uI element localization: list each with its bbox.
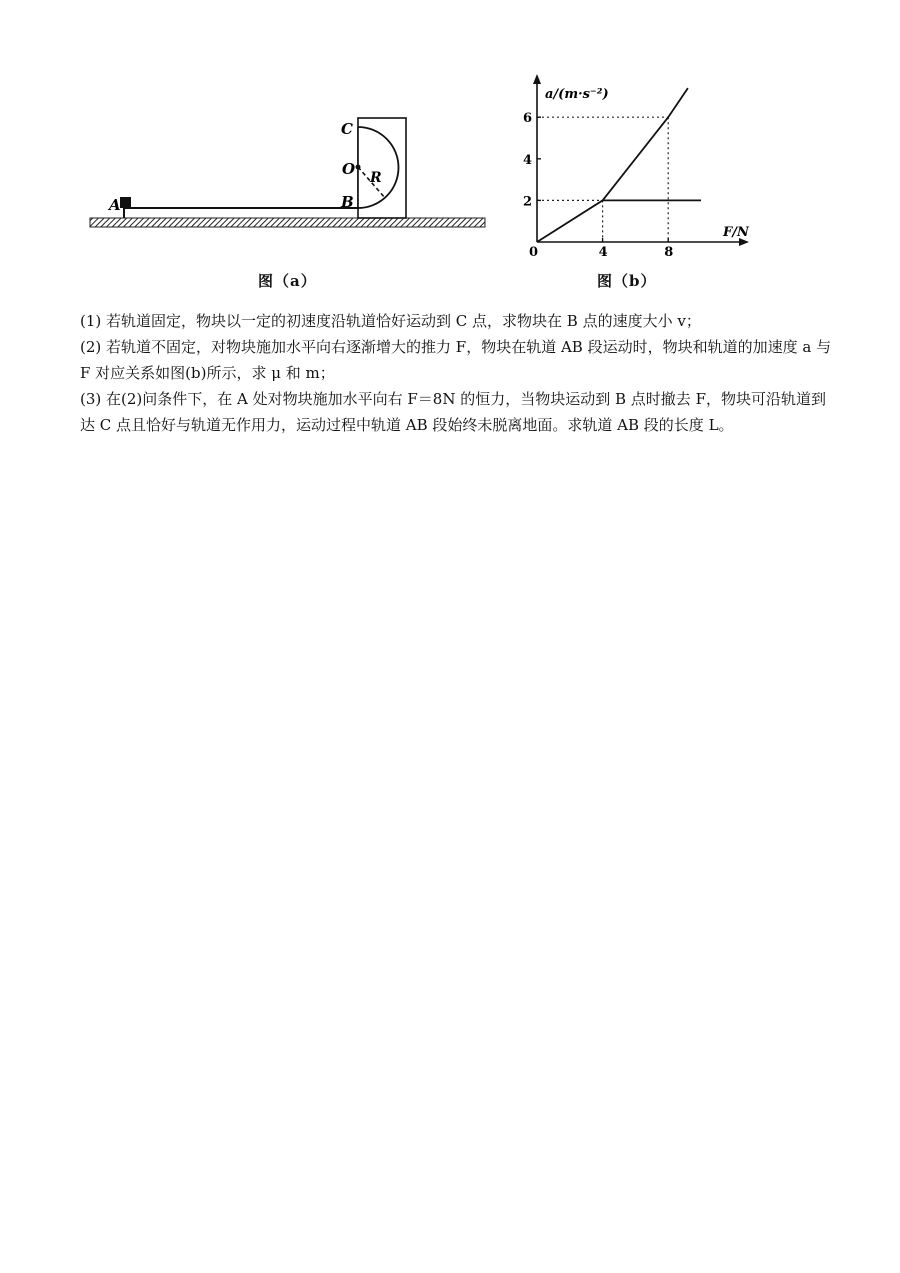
label-b: B <box>341 193 354 211</box>
figure-b-caption: 图（b） <box>597 272 657 290</box>
track-diagram <box>80 100 500 240</box>
y-axis-label: a/(m·s⁻²) <box>545 87 609 102</box>
acceleration-force-chart <box>515 70 755 270</box>
label-a: A <box>109 196 121 214</box>
question-2: (2) 若轨道不固定，对物块施加水平向右逐渐增大的推力 F，物块在轨道 AB 段运动时，物块和轨道的加速度 a 与 F 对应关系如图(b)所示，求 μ 和 m； <box>80 338 832 382</box>
label-o: O <box>342 160 356 178</box>
ground <box>90 218 485 227</box>
question-1: (1) 若轨道固定，物块以一定的初速度沿轨道恰好运动到 C 点，求物块在 B 点的速度大小 v； <box>80 312 701 330</box>
label-r: R <box>370 170 382 186</box>
semicircle-track <box>358 127 399 208</box>
block <box>120 197 131 208</box>
x-tick-label: 8 <box>664 245 674 260</box>
figure-a <box>80 100 500 240</box>
y-tick-label: 2 <box>523 194 533 210</box>
x-axis-label: F/N <box>723 225 749 240</box>
label-c: C <box>341 120 353 138</box>
question-list <box>80 308 840 438</box>
figure-a-caption: 图（a） <box>258 272 317 290</box>
question-3: (3) 在(2)问条件下，在 A 处对物块施加水平向右 F＝8N 的恒力，当物块运动到 B 点时撤去 F，物块可沿轨道到达 C 点且恰好与轨道无作用力，运动过程中轨道 AB 段始终未脱离地面。求轨道 AB 段的长度 L。 <box>80 390 826 434</box>
y-tick-label: 6 <box>523 111 533 127</box>
x-tick-label: 4 <box>598 245 608 260</box>
series-line-0 <box>537 88 688 242</box>
figure-b <box>515 70 755 270</box>
origin-label: 0 <box>529 245 539 260</box>
y-tick-label: 4 <box>523 152 533 168</box>
